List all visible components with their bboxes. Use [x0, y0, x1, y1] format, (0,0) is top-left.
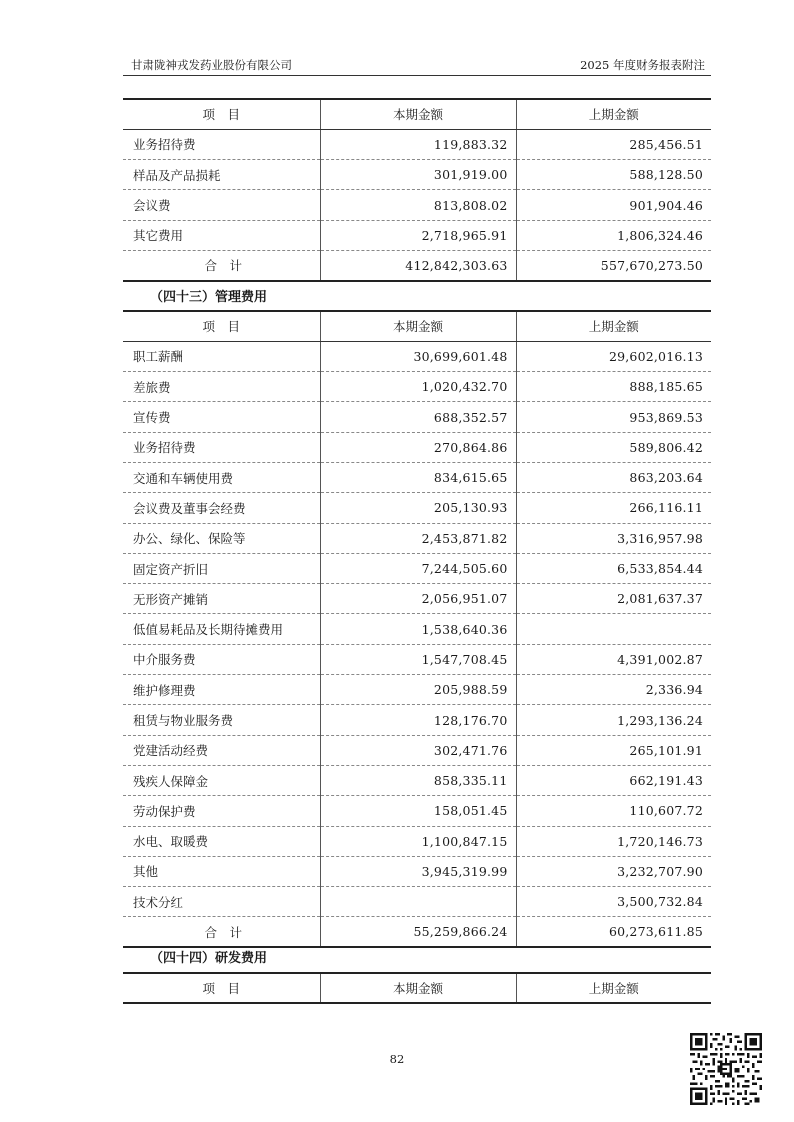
- row-current-amount: 30,699,601.48: [320, 341, 516, 371]
- table-row: [123, 553, 711, 583]
- column-header-current: 本期金额: [320, 311, 516, 341]
- table-row: [123, 402, 711, 432]
- rnd-expense-table: [123, 972, 711, 1004]
- total-label: 合 计: [123, 917, 320, 947]
- row-previous-amount: 662,191.43: [516, 765, 711, 795]
- row-current-amount: 1,020,432.70: [320, 372, 516, 402]
- table-row: [123, 160, 711, 190]
- row-previous-amount: 4,391,002.87: [516, 644, 711, 674]
- row-item-name: 会议费: [123, 190, 320, 220]
- row-current-amount: 205,130.93: [320, 493, 516, 523]
- row-item-name: 宣传费: [123, 402, 320, 432]
- row-item-name: 业务招待费: [123, 129, 320, 159]
- row-item-name: 差旅费: [123, 372, 320, 402]
- row-item-name: 党建活动经费: [123, 735, 320, 765]
- table-row: [123, 614, 711, 644]
- row-previous-amount: [516, 614, 711, 644]
- table-row: [123, 644, 711, 674]
- table-row: [123, 765, 711, 795]
- row-item-name: 低值易耗品及长期待摊费用: [123, 614, 320, 644]
- table-header-row: [123, 973, 711, 1003]
- row-item-name: 样品及产品损耗: [123, 160, 320, 190]
- row-current-amount: 158,051.45: [320, 796, 516, 826]
- row-current-amount: 2,453,871.82: [320, 523, 516, 553]
- row-previous-amount: 285,456.51: [516, 129, 711, 159]
- row-previous-amount: 3,500,732.84: [516, 887, 711, 917]
- table-row: [123, 432, 711, 462]
- table-row: [123, 462, 711, 492]
- row-current-amount: 302,471.76: [320, 735, 516, 765]
- table-header-row: [123, 99, 711, 129]
- row-previous-amount: 1,720,146.73: [516, 826, 711, 856]
- column-header-previous: 上期金额: [516, 973, 711, 1003]
- row-previous-amount: 588,128.50: [516, 160, 711, 190]
- column-header-previous: 上期金额: [516, 99, 711, 129]
- total-label: 合 计: [123, 250, 320, 280]
- column-header-previous: 上期金额: [516, 311, 711, 341]
- row-previous-amount: 2,081,637.37: [516, 584, 711, 614]
- row-current-amount: 205,988.59: [320, 675, 516, 705]
- table-row: [123, 341, 711, 371]
- row-item-name: 交通和车辆使用费: [123, 462, 320, 492]
- row-current-amount: 834,615.65: [320, 462, 516, 492]
- row-item-name: 职工薪酬: [123, 341, 320, 371]
- row-previous-amount: 266,116.11: [516, 493, 711, 523]
- table-row: [123, 523, 711, 553]
- total-current-amount: 55,259,866.24: [320, 917, 516, 947]
- row-item-name: 无形资产摊销: [123, 584, 320, 614]
- table-row: [123, 826, 711, 856]
- row-current-amount: 858,335.11: [320, 765, 516, 795]
- row-previous-amount: 901,904.46: [516, 190, 711, 220]
- total-previous-amount: 557,670,273.50: [516, 250, 711, 280]
- row-current-amount: 270,864.86: [320, 432, 516, 462]
- row-current-amount: 301,919.00: [320, 160, 516, 190]
- row-current-amount: 2,718,965.91: [320, 220, 516, 250]
- company-name: 甘肃陇神戎发药业股份有限公司: [131, 58, 292, 72]
- row-item-name: 残疾人保障金: [123, 765, 320, 795]
- table-row: [123, 675, 711, 705]
- row-previous-amount: 29,602,016.13: [516, 341, 711, 371]
- row-item-name: 固定资产折旧: [123, 553, 320, 583]
- row-previous-amount: 953,869.53: [516, 402, 711, 432]
- row-item-name: 技术分红: [123, 887, 320, 917]
- table-row: [123, 735, 711, 765]
- row-current-amount: 1,538,640.36: [320, 614, 516, 644]
- row-current-amount: [320, 887, 516, 917]
- table-row: [123, 372, 711, 402]
- row-item-name: 水电、取暖费: [123, 826, 320, 856]
- row-current-amount: 128,176.70: [320, 705, 516, 735]
- section-title-admin-expense: （四十三）管理费用: [150, 290, 268, 305]
- total-row: [123, 917, 711, 947]
- total-current-amount: 412,842,303.63: [320, 250, 516, 280]
- row-current-amount: 119,883.32: [320, 129, 516, 159]
- row-previous-amount: 3,316,957.98: [516, 523, 711, 553]
- table-row: [123, 856, 711, 886]
- page-number: 82: [389, 1052, 405, 1066]
- row-previous-amount: 3,232,707.90: [516, 856, 711, 886]
- row-item-name: 维护修理费: [123, 675, 320, 705]
- table-row: [123, 584, 711, 614]
- row-previous-amount: 110,607.72: [516, 796, 711, 826]
- table-row: [123, 129, 711, 159]
- row-previous-amount: 6,533,854.44: [516, 553, 711, 583]
- row-item-name: 租赁与物业服务费: [123, 705, 320, 735]
- row-current-amount: 1,547,708.45: [320, 644, 516, 674]
- row-current-amount: 3,945,319.99: [320, 856, 516, 886]
- row-previous-amount: 863,203.64: [516, 462, 711, 492]
- row-previous-amount: 1,293,136.24: [516, 705, 711, 735]
- column-header-item: 项 目: [123, 311, 320, 341]
- row-previous-amount: 2,336.94: [516, 675, 711, 705]
- row-current-amount: 813,808.02: [320, 190, 516, 220]
- row-item-name: 会议费及董事会经费: [123, 493, 320, 523]
- column-header-current: 本期金额: [320, 973, 516, 1003]
- table-header-row: [123, 311, 711, 341]
- table-row: [123, 220, 711, 250]
- row-current-amount: 1,100,847.15: [320, 826, 516, 856]
- column-header-current: 本期金额: [320, 99, 516, 129]
- column-header-item: 项 目: [123, 973, 320, 1003]
- row-item-name: 其他: [123, 856, 320, 886]
- row-current-amount: 688,352.57: [320, 402, 516, 432]
- row-previous-amount: 265,101.91: [516, 735, 711, 765]
- row-previous-amount: 888,185.65: [516, 372, 711, 402]
- total-previous-amount: 60,273,611.85: [516, 917, 711, 947]
- selling-expense-table: [123, 98, 711, 282]
- row-item-name: 其它费用: [123, 220, 320, 250]
- section-title-rnd-expense: （四十四）研发费用: [150, 951, 268, 966]
- total-row: [123, 250, 711, 280]
- row-item-name: 劳动保护费: [123, 796, 320, 826]
- qr-code-icon: [690, 1033, 762, 1105]
- row-current-amount: 7,244,505.60: [320, 553, 516, 583]
- table-row: [123, 493, 711, 523]
- page-header: [123, 56, 711, 76]
- row-current-amount: 2,056,951.07: [320, 584, 516, 614]
- table-row: [123, 796, 711, 826]
- row-item-name: 办公、绿化、保险等: [123, 523, 320, 553]
- row-item-name: 中介服务费: [123, 644, 320, 674]
- row-previous-amount: 1,806,324.46: [516, 220, 711, 250]
- column-header-item: 项 目: [123, 99, 320, 129]
- row-item-name: 业务招待费: [123, 432, 320, 462]
- table-row: [123, 190, 711, 220]
- admin-expense-table: [123, 310, 711, 948]
- table-row: [123, 887, 711, 917]
- table-row: [123, 705, 711, 735]
- row-previous-amount: 589,806.42: [516, 432, 711, 462]
- document-title: 2025 年度财务报表附注: [580, 58, 705, 72]
